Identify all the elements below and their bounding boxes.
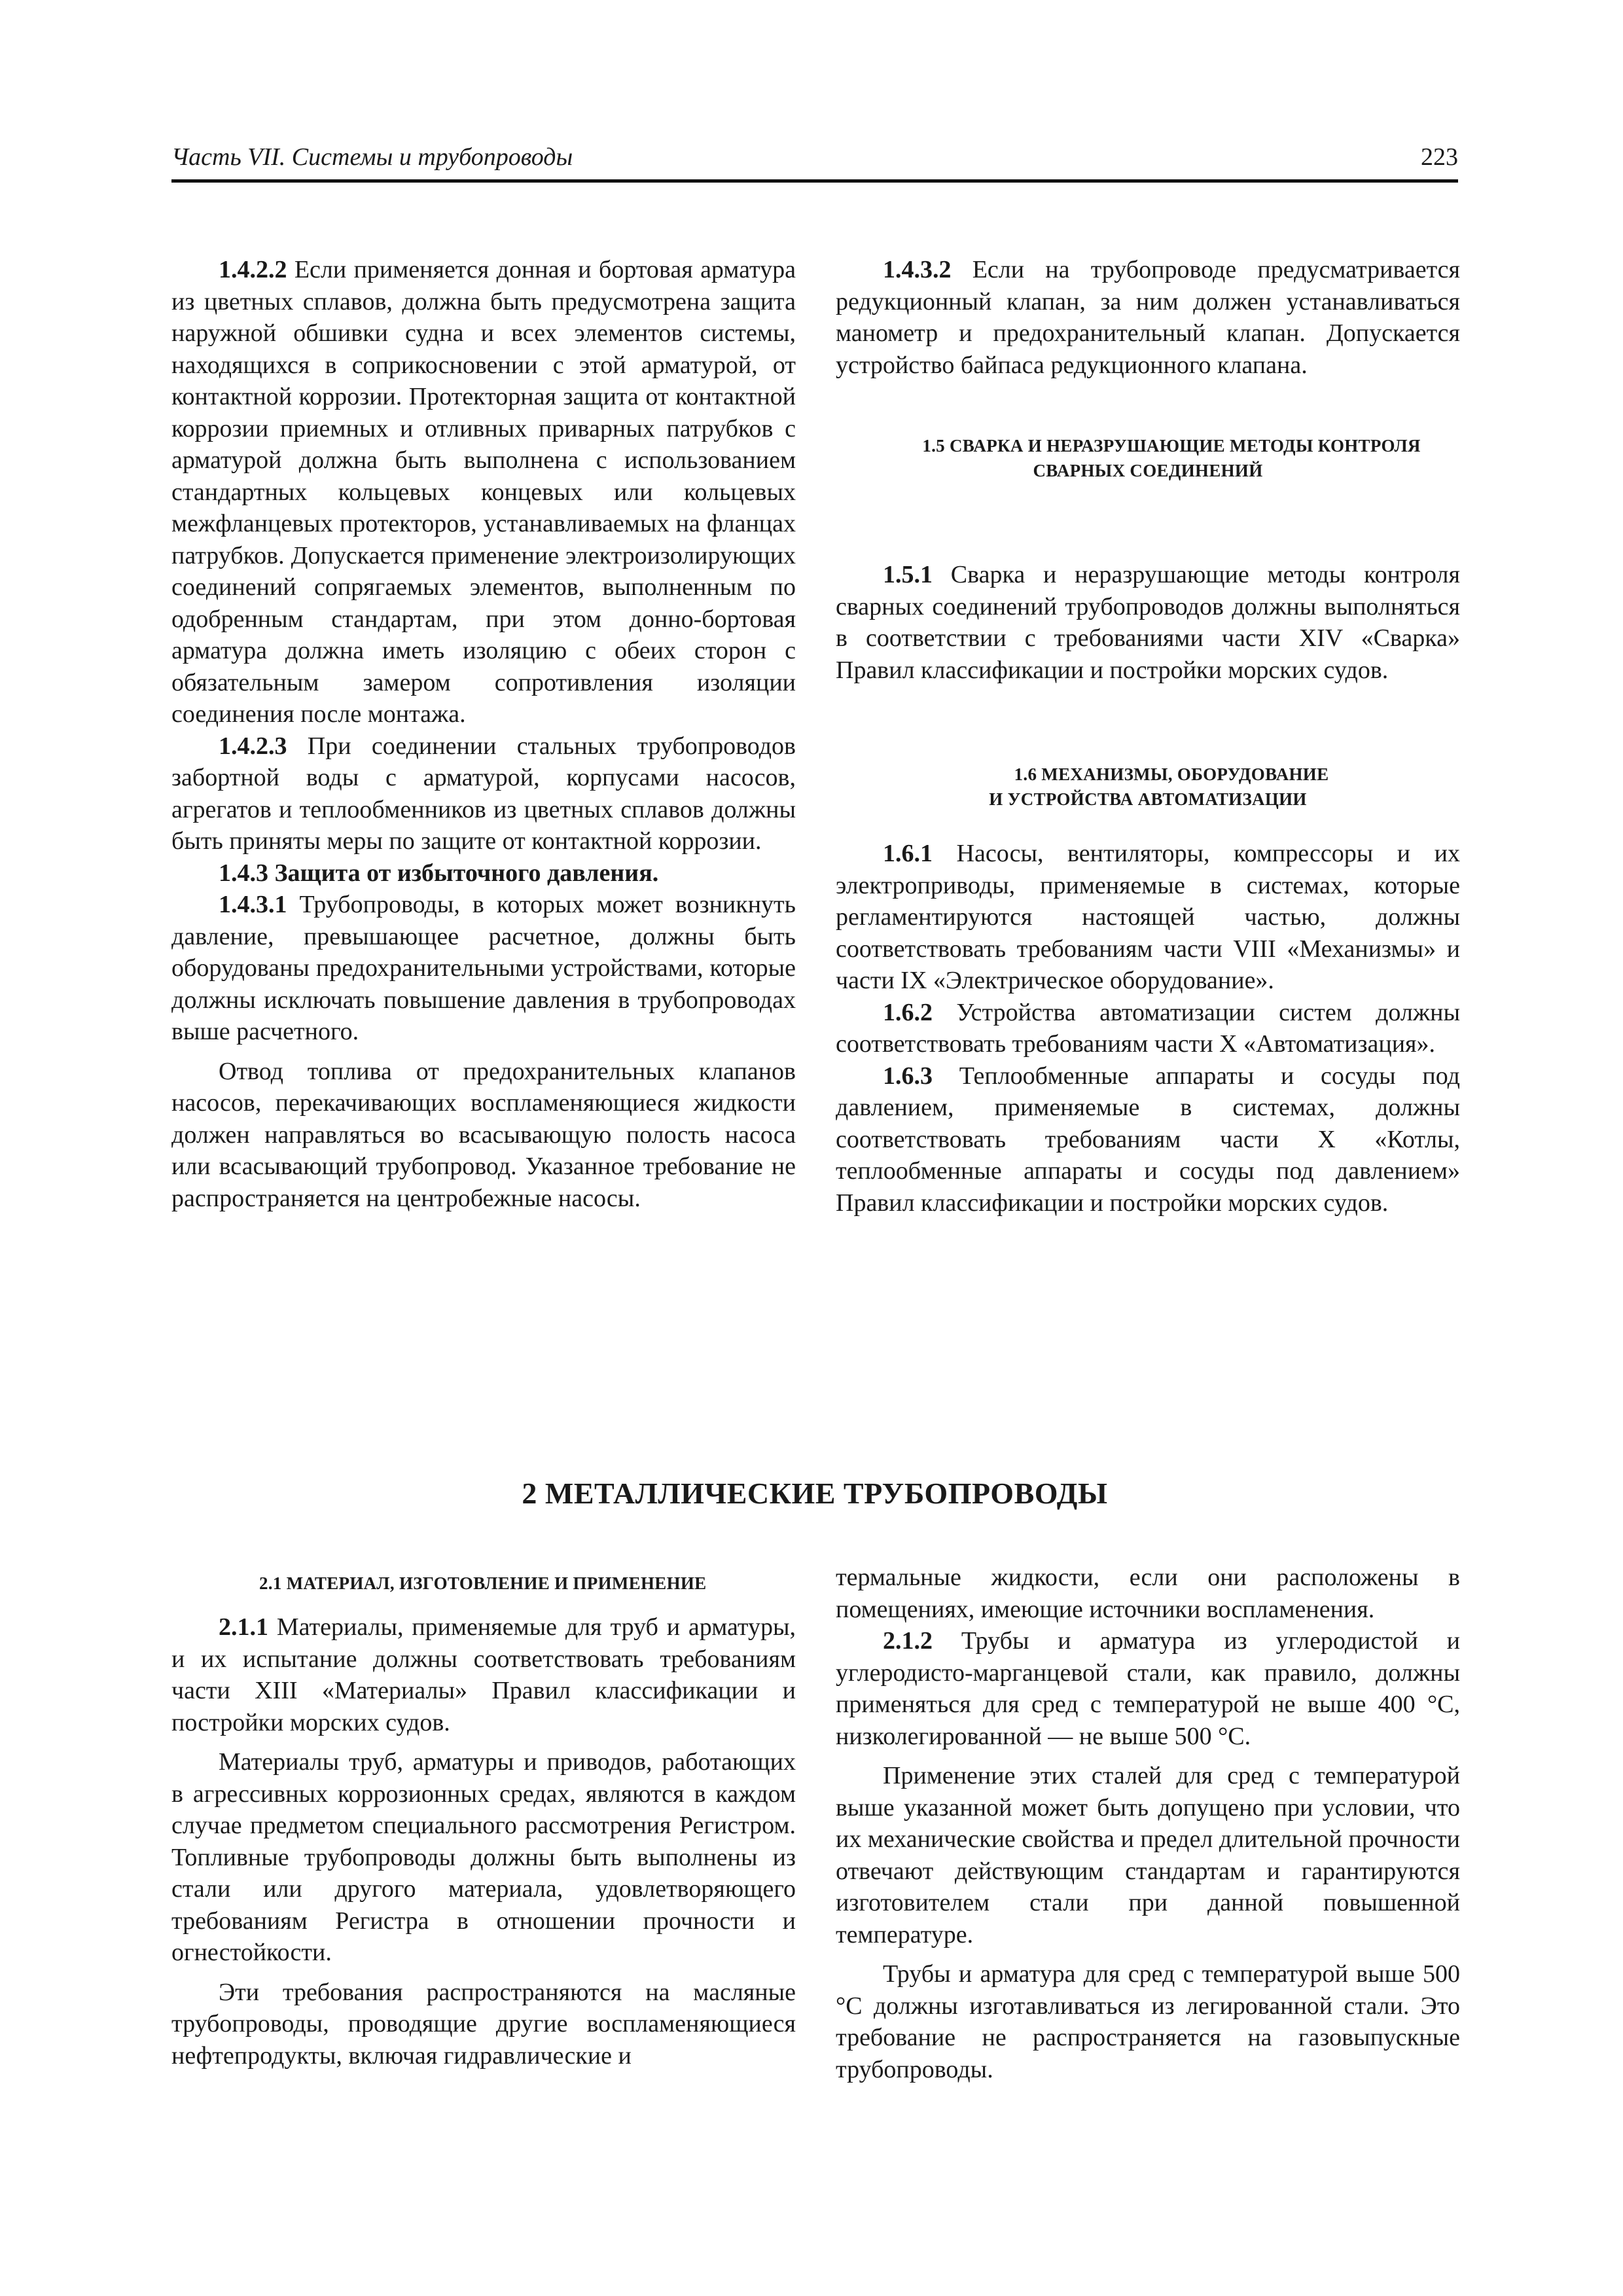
clause-number: 1.4.3.2 [883, 256, 952, 283]
clause-number: 1.4.2.3 [219, 732, 287, 760]
clause-number: 1.5.1 [883, 561, 933, 588]
paragraph-1-4-2-3 [171, 730, 796, 857]
paragraph-fuel-discharge: Отвод топлива от предохранительных клапанов насосов, перекачивающих воспламеняющиеся жидкости должен направляться во всасывающую полость насоса или всасывающий трубопровод. Указанное требование не распространяется на центробежные насосы. [171, 1057, 796, 1212]
paragraph-high-temperature: Применение этих сталей для сред с температурой выше указанной может быть допущено при условии, что их механические свойства и предел длительной прочности отвечают действующим стандартам и гарантируются изготовителем стали при данной повышенной температуре. [836, 1762, 1460, 1948]
section-heading-1-6: 1.6 МЕХАНИЗМЫ, ОБОРУДОВАНИЕ И УСТРОЙСТВА АВТОМАТИЗАЦИИ [989, 764, 1329, 809]
clause-text: Сварка и неразрушающие методы контроля сварных соединений трубопроводов должны выполняться в соответствии с требованиями части XIV «Сварка» Правил классификации и постройки морских судов. [836, 561, 1460, 684]
paragraph-1-6-1 [836, 838, 1460, 997]
paragraph-1-5-1 [836, 559, 1460, 686]
clause-text: Насосы, вентиляторы, компрессоры и их электроприводы, применяемые в системах, которые регламентируются настоящей частью, должны соответствовать требованиям части VIII «Механизмы» и части IX «Электрическое оборудование». [836, 840, 1460, 994]
clause-text: Если на трубопроводе предусматривается редукционный клапан, за ним должен устанавливаться манометр и предохранительный клапан. Допускается устройство байпаса редукционного клапана. [836, 256, 1460, 379]
clause-number: 1.4.3.1 [219, 891, 287, 918]
top-left-column [171, 254, 796, 1214]
paragraph-1-4-3-2 [836, 254, 1460, 381]
clause-number: 1.6.3 [883, 1062, 933, 1090]
clause-number: 1.4.2.2 [219, 256, 287, 283]
paragraph-2-1-1 [171, 1611, 796, 1738]
clause-number: 1.6.2 [883, 998, 933, 1026]
paragraph-1-4-3-1 [171, 889, 796, 1048]
clause-text: Трубопроводы, в которых может возникнуть давление, превышающее расчетное, должны быть оборудованы предохранительными устройствами, которые должны исключать повышение давления в трубопроводах выше расчетного. [171, 891, 796, 1045]
paragraph-continuation: термальные жидкости, если они расположены в помещениях, имеющие источники воспламенения. [836, 1564, 1460, 1623]
subsection-heading-1-4-3: 1.4.3 Защита от избыточного давления. [219, 859, 659, 887]
clause-number: 2.1.1 [219, 1613, 268, 1641]
paragraph-2-1-2 [836, 1625, 1460, 1752]
clause-text: Материалы, применяемые для труб и арматуры, и их испытание должны соответствовать требованиям части XIII «Материалы» Правил классификации и постройки морских судов. [171, 1613, 796, 1736]
section-heading-1-5: 1.5 СВАРКА И НЕРАЗРУШАЮЩИЕ МЕТОДЫ КОНТРОЛЯ СВАРНЫХ СОЕДИНЕНИЙ [922, 436, 1421, 480]
paragraph-1-6-3 [836, 1060, 1460, 1219]
top-right-column [836, 254, 1460, 1219]
paragraph-oil-pipelines: Эти требования распространяются на масляные трубопроводы, проводящие другие воспламеняющиеся нефтепродукты, включая гидравлические и [171, 1978, 796, 2070]
clause-text: Устройства автоматизации систем должны соответствовать требованиям части X «Автоматизация». [836, 998, 1460, 1058]
paragraph-1-4-2-2 [171, 254, 796, 730]
page-header [171, 143, 1458, 183]
clause-text: Теплообменные аппараты и сосуды под давлением, применяемые в системах, должны соответствовать требованиям части X «Котлы, теплообменные аппараты и сосуды под давлением» Правил классификации и постройки морских судов. [836, 1062, 1460, 1217]
bottom-right-column [836, 1562, 1460, 2085]
chapter-title: 2 МЕТАЛЛИЧЕСКИЕ ТРУБОПРОВОДЫ [522, 1477, 1108, 1510]
clause-number: 1.6.1 [883, 840, 933, 867]
paragraph-corrosive-media: Материалы труб, арматуры и приводов, работающих в агрессивных коррозионных средах, являются в каждом случае предметом специального рассмотрения Регистром. Топливные трубопроводы должны быть выполнены из стали или другого материала, удовлетворяющего требованиям Регистра в отношении прочности и огнестойкости. [171, 1748, 796, 1966]
clause-text: Трубы и арматура из углеродистой и углеродисто-марганцевой стали, как правило, должны применяться для сред с температурой не выше 400 °C, низколегированной — не выше 500 °C. [836, 1627, 1460, 1750]
section-heading-2-1: 2.1 МАТЕРИАЛ, ИЗГОТОВЛЕНИЕ И ПРИМЕНЕНИЕ [259, 1573, 707, 1593]
paragraph-1-6-2 [836, 997, 1460, 1060]
running-title: Часть VII. Системы и трубопроводы [171, 143, 573, 171]
clause-text: Если применяется донная и бортовая арматура из цветных сплавов, должна быть предусмотрена защита наружной обшивки судна и всех элементов системы, находящихся в соприкосновении с этой арматурой, от контактной коррозии. Протекторная защита от контактной коррозии приемных и отливных приварных патрубков с арматурой должна быть выполнена с использованием стандартных кольцевых концевых или кольцевых межфланцевых протекторов, устанавливаемых на фланцах патрубков. Допускается применение электроизолирующих соединений сопрягаемых элементов, выполненным по одобренным стандартам, при этом донно-бортовая арматура должна иметь изоляцию с обеих сторон с обязательным замером сопротивления изоляции соединения после монтажа. [171, 256, 796, 728]
clause-text: При соединении стальных трубопроводов забортной воды с арматурой, корпусами насосов, агрегатов и теплообменников из цветных сплавов должны быть приняты меры по защите от контактной коррозии. [171, 732, 796, 855]
paragraph-alloy-steel: Трубы и арматура для сред с температурой выше 500 °C должны изготавливаться из легированной стали. Это требование не распространяется на газовыпускные трубопроводы. [836, 1960, 1460, 2083]
page-number: 223 [1421, 143, 1458, 171]
clause-number: 2.1.2 [883, 1627, 933, 1655]
bottom-left-column [171, 1571, 796, 2072]
